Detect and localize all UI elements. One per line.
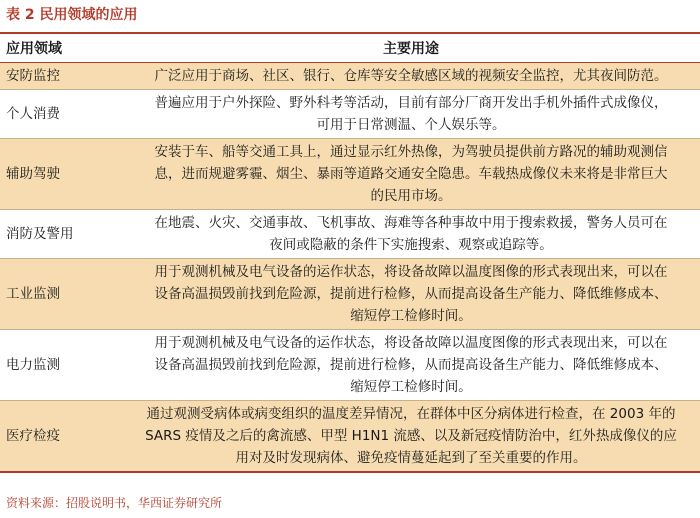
field-cell: 安防监控 [0,63,122,90]
source-note: 资料来源：招股说明书，华西证券研究所 [6,496,223,510]
use-line: 设备高温损毁前找到危险源，提前进行检修，从而提高设备生产能力、降低维修成本、 [154,357,668,373]
use-line: 安装于车、船等交通工具上，通过显示红外热像，为驾驶员提供前方路况的辅助观测信 [154,144,668,160]
use-line: 在地震、火灾、交通事故、飞机事故、海难等各种事故中用于搜索救援，警务人员可在 [154,215,668,231]
table-row [0,259,700,330]
use-cell [122,259,700,330]
field-cell: 电力监测 [0,330,122,401]
use-cell [122,210,700,259]
table-body [0,63,700,473]
table-row [0,210,700,259]
table-row [0,63,700,90]
use-line: 夜间或隐蔽的条件下实施搜索、观察或追踪等。 [269,237,553,253]
use-cell [122,330,700,401]
field-cell: 消防及警用 [0,210,122,259]
use-line: 缩短停工检修时间。 [350,379,472,395]
field-cell: 医疗检疫 [0,401,122,473]
use-cell [122,139,700,210]
use-cell [122,90,700,139]
table-row [0,401,700,473]
use-cell [122,63,700,90]
use-line: SARS 疫情及之后的禽流感、甲型 H1N1 流感、以及新冠疫情防治中，红外热成像仪的应 [145,428,677,444]
table-header-row [0,33,700,63]
use-line: 用对及时发现病体、避免疫情蔓延起到了至关重要的作用。 [235,450,587,466]
header-field: 应用领域 [0,33,122,63]
use-line: 的民用市场。 [370,188,452,204]
use-line: 用于观测机械及电气设备的运作状态，将设备故障以温度图像的形式表现出来，可以在 [154,264,668,280]
use-line: 可用于日常测温、个人娱乐等。 [316,117,506,133]
use-line: 设备高温损毁前找到危险源，提前进行检修，从而提高设备生产能力、降低维修成本、 [154,286,668,302]
use-line: 用于观测机械及电气设备的运作状态，将设备故障以温度图像的形式表现出来，可以在 [154,335,668,351]
field-cell: 辅助驾驶 [0,139,122,210]
use-line: 通过观测受病体或病变组织的温度差异情况，在群体中区分病体进行检查，在 2003 年的 [146,406,676,422]
applications-table [0,32,700,473]
header-use: 主要用途 [122,33,700,63]
field-cell: 个人消费 [0,90,122,139]
table-row [0,139,700,210]
table-title: 表 2 民用领域的应用 [6,7,138,23]
table-row [0,330,700,401]
use-line: 普遍应用于户外探险、野外科考等活动，目前有部分厂商开发出手机外插件式成像仪， [154,95,668,111]
use-line: 缩短停工检修时间。 [350,308,472,324]
use-cell [122,401,700,473]
table-row [0,90,700,139]
use-line: 广泛应用于商场、社区、银行、仓库等安全敏感区域的视频安全监控，尤其夜间防范。 [154,68,668,84]
use-line: 息，进而规避雾霾、烟尘、暴雨等道路交通安全隐患。车载热成像仪未来将是非常巨大 [154,166,668,182]
field-cell: 工业监测 [0,259,122,330]
